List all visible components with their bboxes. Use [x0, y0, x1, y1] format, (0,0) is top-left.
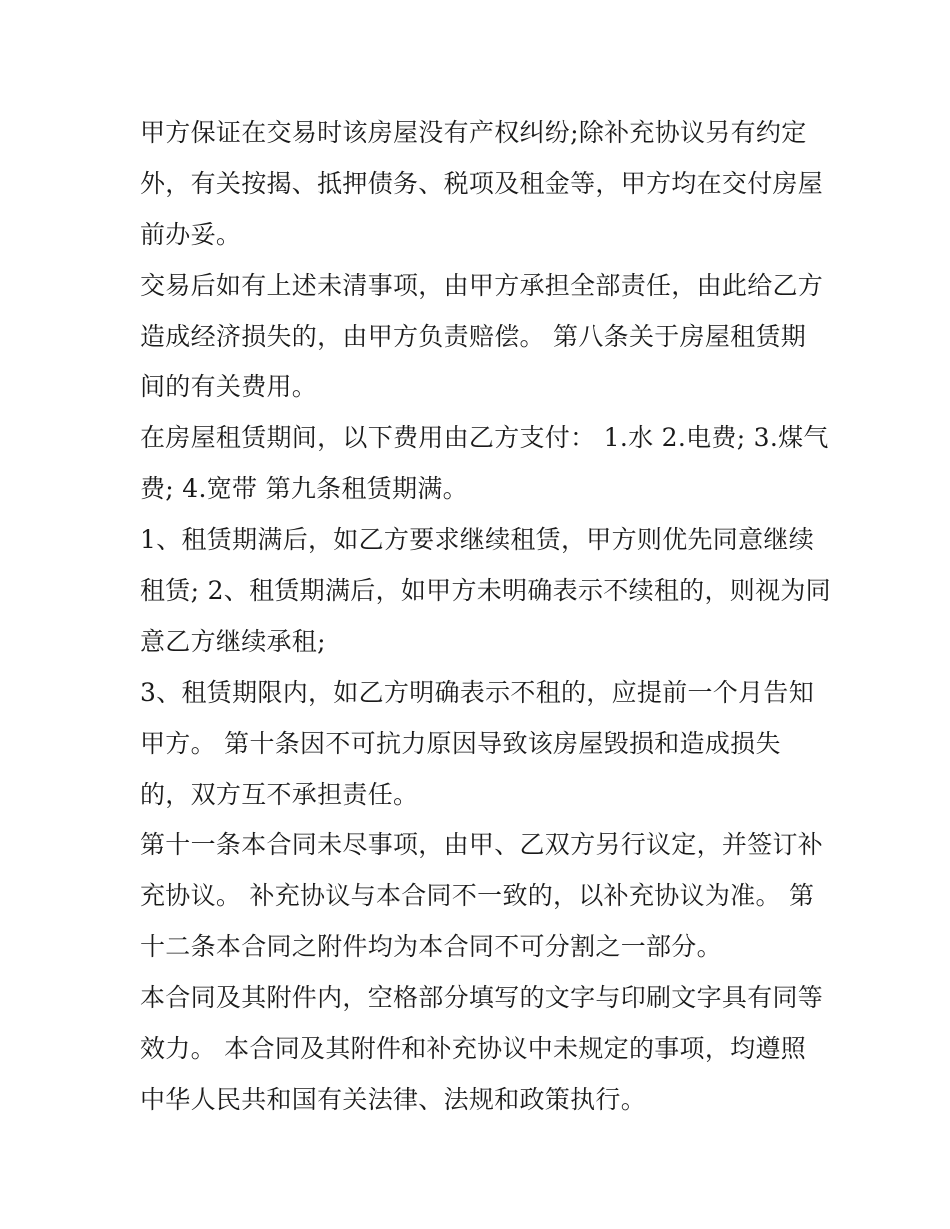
text-line: 交易后如有上述未清事项，由甲方承担全部责任，由此给乙方 — [140, 270, 824, 300]
text-line: 的，双方互不承担责任。 — [140, 779, 419, 809]
text-line: 第十一条本合同未尽事项，由甲、乙双方另行议定，并签订补 — [140, 830, 824, 860]
text-line: 意乙方继续承租; — [140, 626, 326, 656]
text-line: 3、租赁期限内，如乙方明确表示不租的，应提前一个月告知 — [140, 677, 815, 707]
text-line: 中华人民共和国有关法律、法规和政策执行。 — [140, 1084, 647, 1114]
text-line: 前办妥。 — [140, 219, 242, 249]
text-line: 1、租赁期满后，如乙方要求继续租赁，甲方则优先同意继续 — [140, 525, 815, 555]
text-line: 十二条本合同之附件均为本合同不可分割之一部分。 — [140, 932, 722, 962]
text-line: 费; 4.宽带 第九条租赁期满。 — [140, 474, 468, 504]
text-line: 外，有关按揭、抵押债务、税项及租金等，甲方均在交付房屋 — [140, 168, 824, 198]
text-line: 本合同及其附件内，空格部分填写的文字与印刷文字具有同等 — [140, 983, 824, 1013]
text-line: 效力。 本合同及其附件和补充协议中未规定的事项，均遵照 — [140, 1034, 807, 1064]
text-line: 在房屋租赁期间，以下费用由乙方支付： 1.水 2.电费; 3.煤气 — [140, 423, 829, 453]
contract-text — [140, 108, 830, 1126]
text-line: 造成经济损失的，由甲方负责赔偿。 第八条关于房屋租赁期 — [140, 321, 807, 351]
text-line: 充协议。 补充协议与本合同不一致的，以补充协议为准。 第 — [140, 881, 815, 911]
text-line: 甲方保证在交易时该房屋没有产权纠纷;除补充协议另有约定 — [140, 118, 807, 147]
text-line: 甲方。 第十条因不可抗力原因导致该房屋毁损和造成损失 — [140, 728, 781, 758]
text-line: 租赁; 2、租赁期满后，如甲方未明确表示不续租的，则视为同 — [140, 576, 831, 606]
text-line: 间的有关费用。 — [140, 372, 318, 402]
